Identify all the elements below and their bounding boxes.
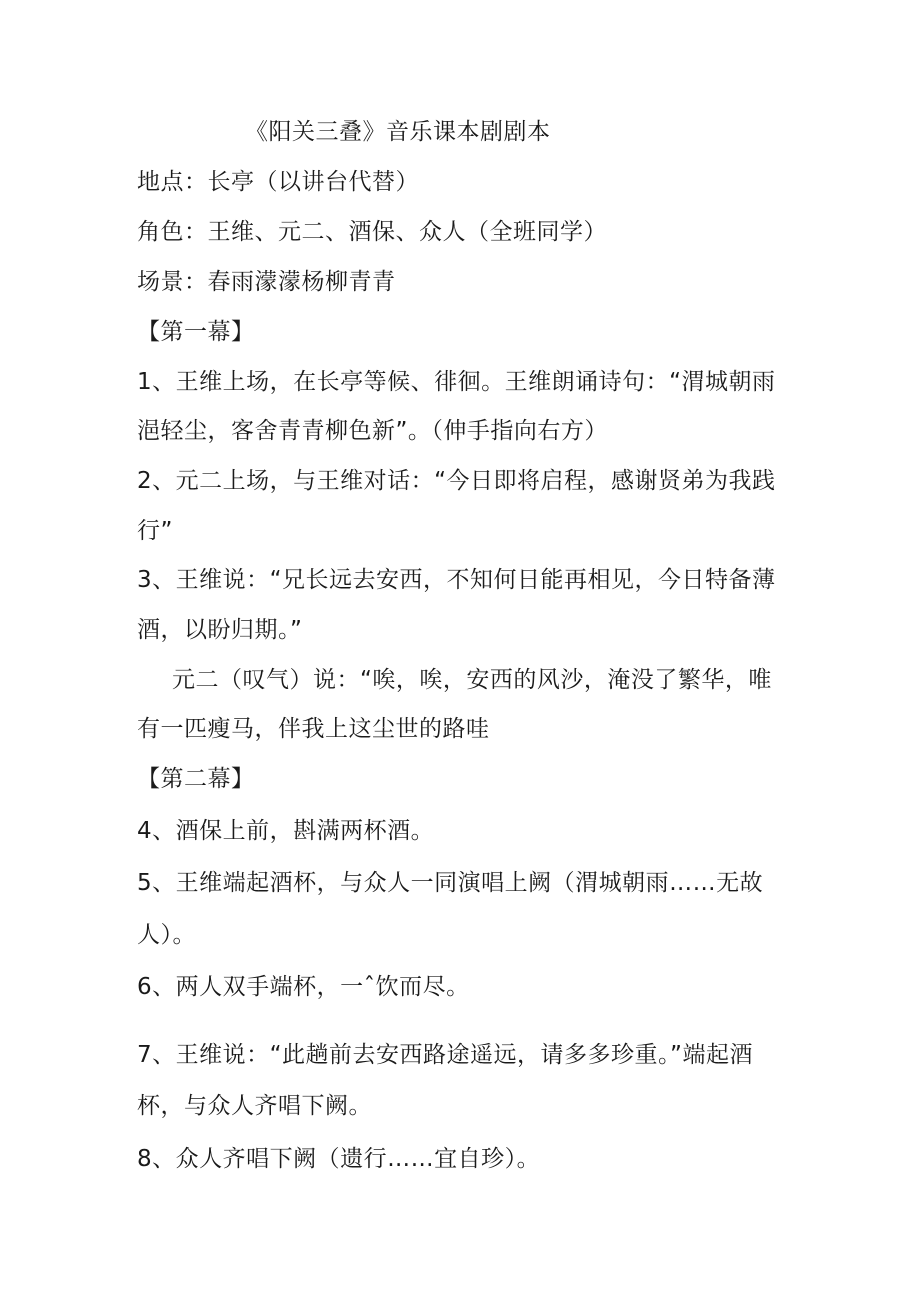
location-line: 地点：长亭（以讲台代替） — [137, 169, 419, 195]
act2-item6: 6、两人双手端杯，一ˆ饮而尽。 — [137, 974, 470, 1000]
act2-item7-line2: 杯，与众人齐唱下阙。 — [137, 1093, 372, 1119]
act1-item2-line1: 2、元二上场，与王维对话：“今日即将启程，感谢贤弟为我践 — [137, 468, 776, 494]
scene-line: 场景：春雨濛濛杨柳青青 — [137, 269, 396, 295]
act1-item3b-line1: 元二（叹气）说：“唉，唉，安西的风沙，淹没了繁华，唯 — [172, 667, 772, 693]
act1-item3b-line2: 有一匹瘦马，伴我上这尘世的路哇 — [137, 716, 490, 742]
act2-item4: 4、酒保上前，斟满两杯酒。 — [137, 818, 435, 844]
act1-item3-line2: 酒，以盼归期。” — [137, 617, 303, 643]
act2-heading: 【第二幕】 — [137, 766, 255, 792]
act2-item5-line1: 5、王维端起酒杯，与众人一同演唱上阙（渭城朝雨……无故 — [137, 870, 764, 896]
act2-item8: 8、众人齐唱下阙（遗行……宜自珍）。 — [137, 1146, 541, 1172]
act1-item3-line1: 3、王维说：“兄长远去安西，不知何日能再相见，今日特备薄 — [137, 567, 776, 593]
act2-item5-line2: 人）。 — [137, 922, 196, 948]
act1-heading: 【第一幕】 — [137, 319, 255, 345]
page-title: 《阳关三叠》音乐课本剧剧本 — [245, 119, 551, 145]
act1-item1-line1: 1、王维上场，在长亭等候、徘徊。王维朗诵诗句：“渭城朝雨 — [137, 369, 776, 395]
act1-item2-line2: 行” — [137, 518, 173, 544]
act1-item1-line2: 浥轻尘，客舍青青柳色新”。（伸手指向右方） — [137, 418, 608, 444]
roles-line: 角色：王维、元二、酒保、众人（全班同学） — [137, 219, 607, 245]
act2-item7-line1: 7、王维说：“此趟前去安西路途遥远，请多多珍重。”端起酒 — [137, 1042, 753, 1068]
